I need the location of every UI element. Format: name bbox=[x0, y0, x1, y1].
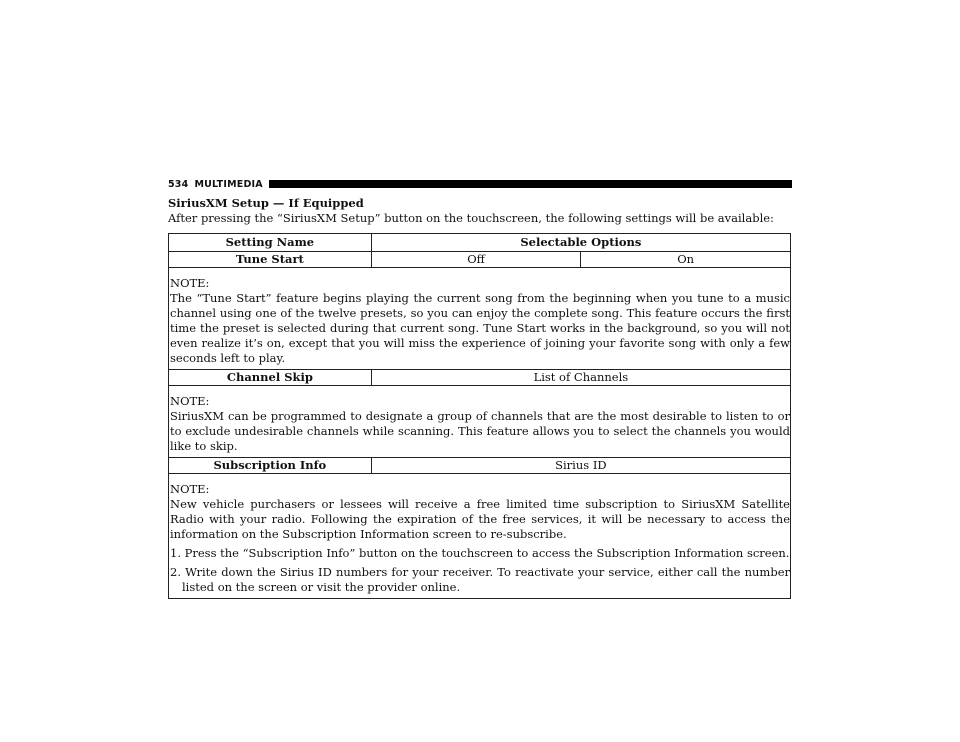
section-title: SiriusXM Setup — If Equipped bbox=[168, 196, 364, 210]
subscription-info-note bbox=[169, 474, 791, 599]
section-name: MULTIMEDIA bbox=[194, 178, 263, 190]
intro-text: After pressing the “SiriusXM Setup” button on the touchscreen, the following settings will be available: bbox=[168, 211, 774, 225]
option-off: Off bbox=[371, 252, 581, 268]
step-2 bbox=[170, 565, 790, 595]
step-text: Press the “Subscription Info” button on the touchscreen to access the Subscription Information screen. bbox=[184, 546, 790, 560]
setting-subscription-info: Subscription Info bbox=[169, 458, 372, 474]
note-text: SiriusXM can be programmed to designate a group of channels that are the most desirable to listen to or to exclude undesirable channels while scanning. This feature allows you to select the channels you would like to skip. bbox=[170, 409, 790, 453]
note-text: The “Tune Start” feature begins playing the current song from the beginning when you tune to a music channel using one of the twelve presets, so you can enjoy the complete song. This feature occurs the first time the preset is selected during that current song. Tune Start works in the background, so you will not even realize it’s on, except that you will miss the experience of joining your favorite song with only a few seconds left to play. bbox=[170, 291, 790, 365]
step-number: 2. bbox=[170, 565, 181, 579]
option-list-of-channels: List of Channels bbox=[371, 370, 790, 386]
option-sirius-id: Sirius ID bbox=[371, 458, 790, 474]
note-text: New vehicle purchasers or lessees will receive a free limited time subscription to SiriusXM Satellite Radio with your radio. Following the expiration of the free services, it will be necessary to access the information on the Subscription Information screen to re-subscribe. bbox=[170, 497, 790, 541]
table-row bbox=[169, 458, 791, 474]
step-number: 1. bbox=[170, 546, 181, 560]
table-header-row bbox=[169, 234, 791, 252]
step-1 bbox=[170, 546, 790, 561]
setting-channel-skip: Channel Skip bbox=[169, 370, 372, 386]
header-selectable-options: Selectable Options bbox=[371, 234, 790, 252]
note-label: NOTE: bbox=[170, 394, 210, 408]
page-number: 534 bbox=[168, 178, 189, 190]
page-header bbox=[168, 177, 792, 191]
option-on: On bbox=[581, 252, 791, 268]
header-setting-name: Setting Name bbox=[169, 234, 372, 252]
tune-start-note bbox=[169, 268, 791, 370]
table-row bbox=[169, 370, 791, 386]
settings-table bbox=[168, 233, 791, 599]
header-rule bbox=[269, 180, 792, 188]
setting-tune-start: Tune Start bbox=[169, 252, 372, 268]
step-text: Write down the Sirius ID numbers for your receiver. To reactivate your service, either call the number listed on the screen or visit the provider online. bbox=[182, 565, 790, 594]
note-row bbox=[169, 268, 791, 370]
note-row bbox=[169, 474, 791, 599]
note-label: NOTE: bbox=[170, 482, 210, 496]
note-row bbox=[169, 386, 791, 458]
channel-skip-note bbox=[169, 386, 791, 458]
note-label: NOTE: bbox=[170, 276, 210, 290]
table-row bbox=[169, 252, 791, 268]
